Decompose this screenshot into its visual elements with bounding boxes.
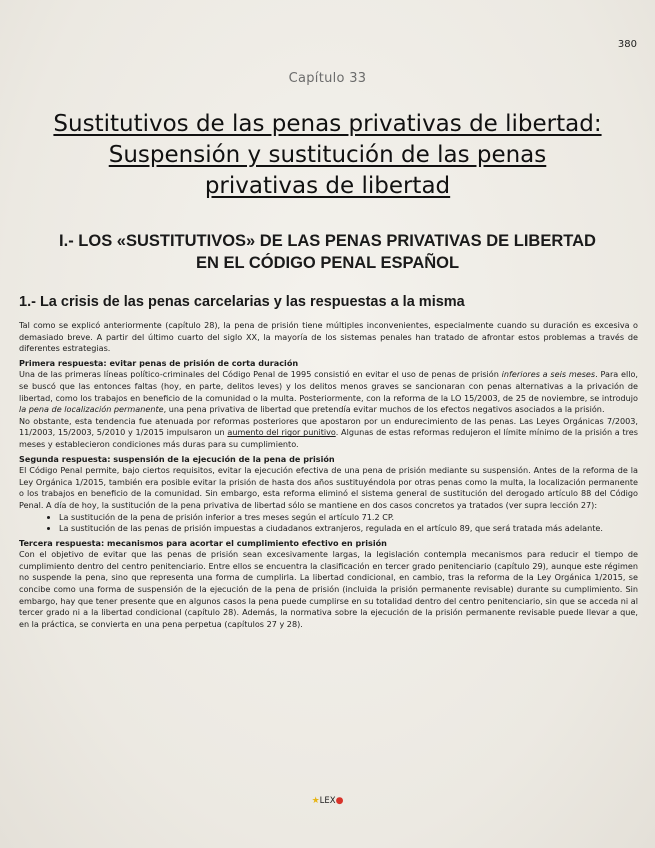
list-item: • La sustitución de las penas de prisión impuestas a ciudadanos extranjeros, regulada en el artículo 89, que será tratada más adelante.	[59, 523, 638, 535]
emphasis: inferiores a seis meses	[501, 369, 596, 380]
star-icon: ★	[311, 796, 320, 806]
first-response-heading: Primera respuesta: evitar penas de prisión de corta duración	[19, 357, 299, 368]
section-line: I.- LOS «SUSTITUTIVOS» DE LAS PENAS PRIVATIVAS DE LIBERTAD	[59, 232, 596, 250]
first-response-paragraph-2	[19, 416, 638, 451]
page-number: 380	[617, 39, 637, 50]
chapter-label: Capítulo 33	[288, 71, 367, 86]
list-item: • La sustitución de la pena de prisión inferior a tres meses según el artículo 71.2 CP.	[59, 512, 638, 524]
subsection-title: 1.- La crisis de las penas carcelarias y las respuestas a la misma	[19, 294, 465, 310]
third-response-paragraph: Con el objetivo de evitar que las penas de prisión sean excesivamente largas, la legislación contempla mecanismos para reducir el tiempo de cumplimiento dentro del centro penitenciario. Entre ellos se encuentra la clasificación en tercer grado penitenciario (capítulo 29), aunque este régimen no suspende la pena, sino que representa una forma de cumplirla. La libertad condicional, en cambio, tras la reforma de la Ley Orgánica 1/2015, se concibe como una forma de suspensión de la ejecución de la pena de prisión (incluida la prisión permanente revisable) durante su cumplimiento. Sin embargo, hay que tener presente que en algunos casos la pena puede cumplirse en su totalidad dentro del centro penitenciario, sin que se acceda ni al tercer grado ni a la libertad condicional (capítulo 28). Además, la normativa sobre la ejecución de la prisión permanente revisable puede llevar a que, en la práctica, se convierta en una pena perpetua (capítulos 27 y 28).	[19, 549, 638, 629]
third-response-heading: Tercera respuesta: mecanismos para acortar el cumplimiento efectivo en prisión	[19, 537, 387, 548]
bullet-list	[19, 512, 638, 535]
emphasis: la pena de localización permanente	[19, 404, 164, 415]
second-response-heading: Segunda respuesta: suspensión de la ejecución de la pena de prisión	[19, 453, 335, 464]
text-run: Una de las primeras líneas político-criminales del Código Penal de 1995 consistió en evitar el uso de penas de prisión	[19, 369, 502, 380]
text-run: . Para ello, se buscó que las entonces faltas (hoy, en parte, delitos leves) y los delitos menos graves se sancionaran con penas alternativas a la privación de libertad, como los trabajos en beneficio de la comunidad o la multa. Posteriormente, con la reforma de la LO 15/2003, de 25 de noviembre, se introdujo	[19, 369, 638, 403]
title-line: Suspensión y sustitución de las penas	[108, 142, 547, 168]
intro-paragraph: Tal como se explicó anteriormente (capítulo 28), la pena de prisión tiene múltiples inconvenientes, especialmente cuando su duración es excesiva o demasiado breve. A partir del último cuarto del siglo XX, la mayoría de los sistemas penales han tratado de afrontar estos problemas a través de diferentes estrategias.	[19, 320, 638, 354]
page-title	[14, 109, 641, 202]
second-response-paragraph: El Código Penal permite, bajo ciertos requisitos, evitar la ejecución efectiva de una pena de prisión mediante su suspensión. Antes de la reforma de la Ley Orgánica 1/2015, también era posible evitar la prisión de hasta dos años sustituyéndola por otras penas como la multa, la localización permanente o los trabajos en beneficio de la comunidad. Sin embargo, esta reforma eliminó el sistema general de sustitución del derogado artículo 88 del Código Penal. A día de hoy, la sustitución de la pena privativa de libertad sólo se mantiene en dos casos concretos ya tratados (ver supra lección 27):	[19, 465, 638, 510]
drop-icon: ●	[335, 796, 344, 806]
footer-logo	[0, 796, 655, 806]
section-title	[14, 230, 641, 274]
text-run: , una pena privativa de libertad que pretendía evitar muchos de los efectos negativos asociados a la prisión.	[163, 404, 605, 415]
title-line: privativas de libertad	[204, 173, 451, 199]
text-run: No obstante, esta tendencia fue atenuada por reformas posteriores que apostaron por un endurecimiento de las penas. Las Leyes Orgánicas 7/2003, 11/2003, 15/2003, 5/2010 y 1/2015 impulsaron un	[19, 415, 638, 438]
text-run: . Algunas de estas reformas redujeron el límite mínimo de la prisión a tres meses y establecieron condiciones más duras para su cumplimiento.	[19, 427, 638, 449]
section-line: EN EL CÓDIGO PENAL ESPAÑOL	[195, 254, 460, 272]
body-text	[19, 320, 638, 630]
underlined-text: aumento del rigor punitivo	[227, 427, 336, 438]
footer-label: LEX	[319, 796, 336, 806]
title-line: Sustitutivos de las penas privativas de libertad:	[53, 111, 602, 137]
first-response-paragraph	[19, 369, 638, 415]
